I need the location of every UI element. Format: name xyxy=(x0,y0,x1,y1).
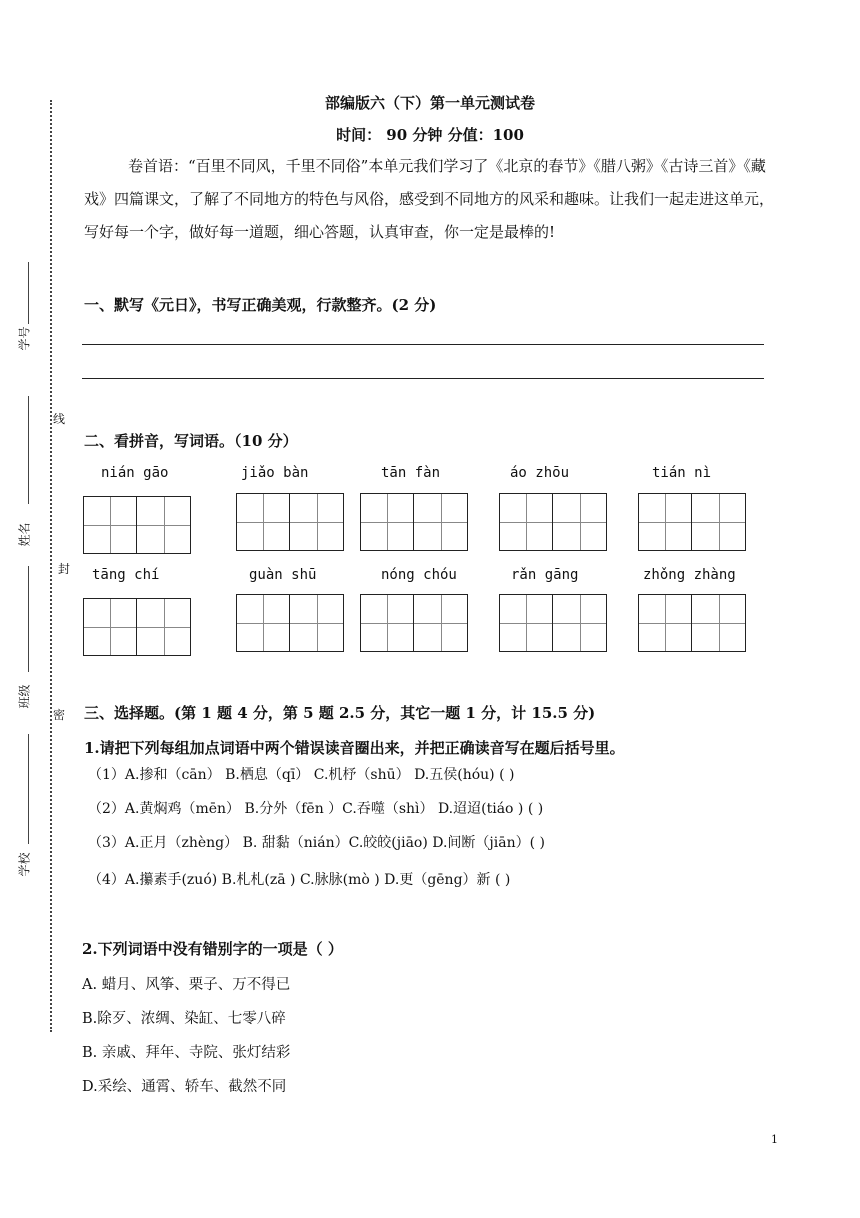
pinyin-label: áo zhōu xyxy=(510,465,570,481)
page-number: 1 xyxy=(771,1133,778,1146)
pinyin-label: tāng chí xyxy=(92,567,160,583)
question2-option[interactable]: A. 蜡月、风筝、栗子、万不得已 xyxy=(82,977,291,993)
pinyin-label: rǎn gāng xyxy=(511,567,579,583)
grid-cell[interactable] xyxy=(500,595,553,651)
binding-dotted-line xyxy=(50,100,52,1032)
grid-cell[interactable] xyxy=(290,595,343,651)
writing-grid[interactable] xyxy=(236,493,344,551)
intro-paragraph: 卷首语：“百里不同风，千里不同俗”本单元我们学习了《北京的春节》《腊八粥》《古诗三首》《藏戏》四篇课文，了解了不同地方的特色与风俗，感受到不同地方的风采和趣味。让我们一起走进这单元，写好每一个字，做好每一道题，细心答题，认真审查，你一定是最棒的! xyxy=(84,157,775,241)
grid-cell[interactable] xyxy=(290,494,343,550)
question2-option[interactable]: B.除歹、浓绸、染缸、七零八碎 xyxy=(82,1011,286,1027)
writing-line-1[interactable] xyxy=(82,344,764,345)
writing-grid[interactable] xyxy=(638,493,746,551)
writing-grid[interactable] xyxy=(499,493,607,551)
label-class: 班级 xyxy=(17,684,32,709)
question2-option[interactable]: B. 亲戚、拜年、寺院、张灯结彩 xyxy=(82,1045,291,1061)
grid-cell[interactable] xyxy=(414,494,467,550)
grid-cell[interactable] xyxy=(500,494,553,550)
grid-cell[interactable] xyxy=(361,595,414,651)
writing-grid[interactable] xyxy=(360,594,468,652)
section3-heading: 三、选择题。(第 1 题 4 分，第 5 题 2.5 分，其它一题 1 分，计 15.5 分) xyxy=(84,704,596,722)
binding-fill-line xyxy=(28,396,29,504)
question2-option[interactable]: D.采绘、通霄、轿车、截然不同 xyxy=(82,1079,287,1095)
grid-cell[interactable] xyxy=(84,497,137,553)
binding-fill-line xyxy=(28,262,29,324)
grid-cell[interactable] xyxy=(137,497,190,553)
pinyin-label: tián nì xyxy=(652,465,712,481)
pinyin-label: guàn shū xyxy=(249,567,317,583)
grid-cell[interactable] xyxy=(361,494,414,550)
grid-cell[interactable] xyxy=(639,494,692,550)
grid-cell[interactable] xyxy=(692,494,745,550)
writing-grid[interactable] xyxy=(638,594,746,652)
question2-stem: 2.下列词语中没有错别字的一项是（ ） xyxy=(82,940,343,958)
page-subtitle: 时间： 90 分钟 分值：100 xyxy=(336,126,524,144)
question1-stem: 1.请把下列每组加点词语中两个错误读音圈出来，并把正确读音写在题后括号里。 xyxy=(84,739,625,757)
label-school: 学校 xyxy=(17,852,32,877)
pinyin-label: jiǎo bàn xyxy=(241,465,309,481)
grid-cell[interactable] xyxy=(553,595,606,651)
grid-cell[interactable] xyxy=(137,599,190,655)
binding-fill-line xyxy=(28,734,29,844)
writing-grid[interactable] xyxy=(360,493,468,551)
writing-line-2[interactable] xyxy=(82,378,764,379)
question1-line: （1）A.掺和（cān） B.栖息（qī） C.机杼（shū） D.五侯(hóu) ( ) xyxy=(88,767,515,783)
seal-char-feng: 封 xyxy=(58,562,71,576)
grid-cell[interactable] xyxy=(414,595,467,651)
writing-grid[interactable] xyxy=(499,594,607,652)
pinyin-label: nóng chóu xyxy=(381,567,457,583)
writing-grid[interactable] xyxy=(236,594,344,652)
pinyin-label: zhǒng zhàng xyxy=(643,567,736,583)
writing-grid[interactable] xyxy=(83,496,191,554)
label-student-id: 学号 xyxy=(17,326,32,351)
section1-heading: 一、默写《元日》，书写正确美观，行款整齐。(2 分) xyxy=(84,296,437,314)
pinyin-label: tān fàn xyxy=(381,465,441,481)
seal-char-xian: 线 xyxy=(53,412,66,426)
seal-char-mi: 密 xyxy=(53,708,66,722)
section2-heading: 二、看拼音，写词语。（10 分） xyxy=(84,432,298,450)
grid-cell[interactable] xyxy=(692,595,745,651)
grid-cell[interactable] xyxy=(84,599,137,655)
pinyin-label: nián gāo xyxy=(101,465,169,481)
label-name: 姓名 xyxy=(17,522,32,547)
question1-line: （3）A.正月（zhèng） B. 甜黏（nián）C.皎皎(jiāo) D.间断（jiān）( ) xyxy=(88,835,545,851)
grid-cell[interactable] xyxy=(639,595,692,651)
question1-line: （2）A.黄焖鸡（mēn） B.分外（fēn ）C.吞噬（shì） D.迢迢(tiáo ) ( ) xyxy=(88,801,544,817)
page-title: 部编版六（下）第一单元测试卷 xyxy=(324,94,535,112)
question1-line: （4）A.攥素手(zuó) B.札札(zā ) C.脉脉(mò ) D.更（gēng）新 ( ) xyxy=(88,872,511,888)
writing-grid[interactable] xyxy=(83,598,191,656)
grid-cell[interactable] xyxy=(553,494,606,550)
grid-cell[interactable] xyxy=(237,494,290,550)
binding-fill-line xyxy=(28,566,29,672)
grid-cell[interactable] xyxy=(237,595,290,651)
